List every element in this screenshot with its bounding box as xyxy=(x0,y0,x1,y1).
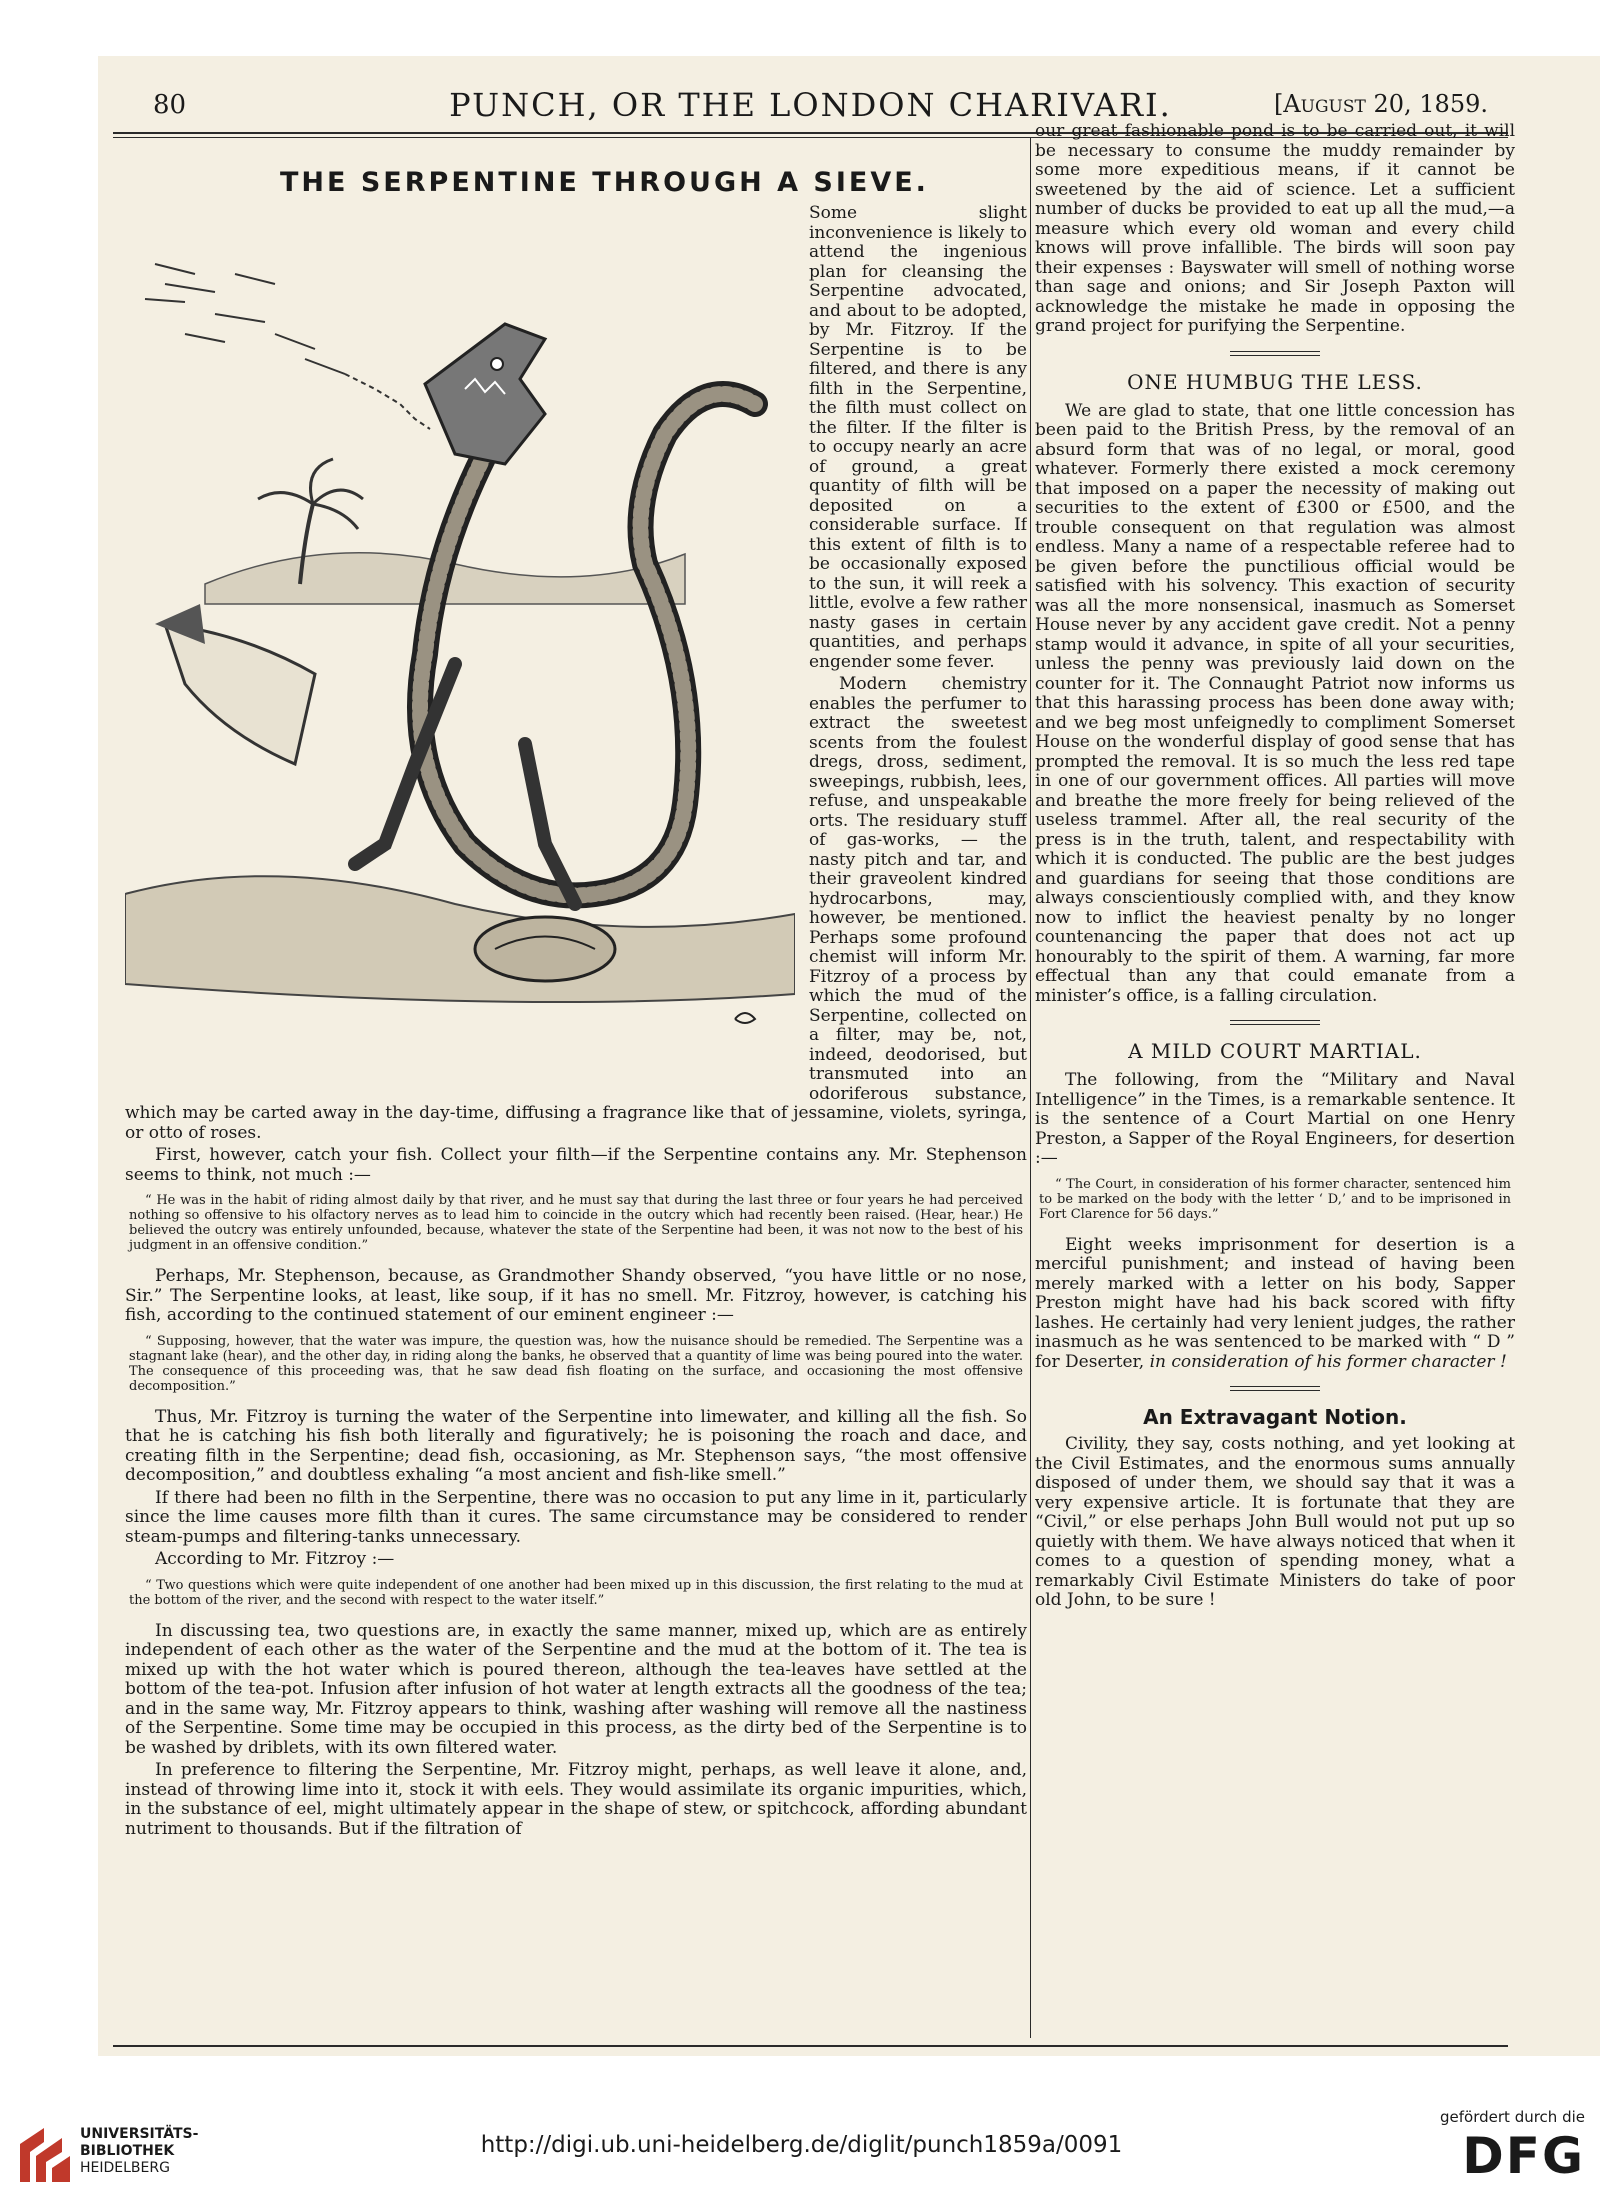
page-number: 80 xyxy=(153,90,187,120)
separator-rule xyxy=(1230,351,1320,356)
court-martial-text-2 xyxy=(1035,1236,1515,1373)
article-title-court-martial: A MILD COURT MARTIAL. xyxy=(1128,1039,1422,1063)
funded-by-label: gefördert durch die xyxy=(1440,2108,1585,2126)
humbug-text: We are glad to state, that one little concession has been paid to the British Press, by the removal of an absurd form that was of no legal, or moral, good whatever. Formerly there existed a mock ceremony that imposed on a paper the necessity of making out securities to the extent of £300 or £500, and the trouble consequent on that regulation was almost endless. Many a name of a respectable referee had to be given before the punctilious official would be satisfied with his solvency. This exaction of security was all the more nonsensical, inasmuch as Somerset House never by any accident gave credit. Not a penny stamp would it advance, in spite of all your securities, unless the penny was previously laid down on the counter for it. The Connaught Patriot now informs us that this harassing process has been done away with; and we beg most unfeignedly to compliment Somerset House on the wonderful display of good sense that has prompted the removal. It is so much the less red tape in one of our government offices. All parties will move and breathe the more freely for being relieved of the useless trammel. After all, the real security of the press is in the truth, talent, and respectability with which it is conducted. The public are the best judges and guardians for seeing that those conditions are always conscientiously complied with, and they know now to inflict the heaviest penalty by no longer countenancing the paper that does not act up honourably to the spirit of them. A warning, far more effectual than any that could emanate from a minister’s office, is a falling circulation. xyxy=(1035,400,1515,1006)
serpentine-text-if: If there had been no filth in the Serpentine, there was no occasion to put any lime in it, particularly since the lime causes more filth than it cures. The same circumstance may be considered to render steam-pumps and filtering-tanks unnecessary. xyxy=(125,1487,1027,1547)
column-divider xyxy=(1030,138,1031,2038)
issue-date: [August 20, 1859. xyxy=(1273,90,1488,118)
notion-text: Civility, they say, costs nothing, and yet looking at the Civil Estimates, and the enormous sums annually disposed of under them, we should say that it was a very expensive article. It is fortunate that they are “Civil,” or else perhaps John Bull would not put up so quietly with them. We have always noticed that when it comes to a question of spending money, what a remarkably Civil Estimate Ministers do take of poor old John, to be sure ! xyxy=(1035,1434,1515,1610)
permalink-url[interactable]: http://digi.ub.uni-heidelberg.de/diglit/punch1859a/0091 xyxy=(480,2132,1123,2158)
dfg-logo xyxy=(1415,2108,1585,2193)
dfg-wordmark: DFG xyxy=(1462,2127,1585,2185)
article-title-notion: An Extravagant Notion. xyxy=(1143,1405,1407,1429)
article-title-serpentine: THE SERPENTINE THROUGH A SIEVE. xyxy=(280,167,929,198)
article-title-humbug: ONE HUMBUG THE LESS. xyxy=(1127,369,1423,394)
fitzroy-quote: “ Two questions which were quite independent of one another had been mixed up in this discussion, the first relating to the mud at the bottom of the river, and the second with respect to the water itself.” xyxy=(129,1577,1023,1608)
serpentine-text-1: Some slight inconvenience is likely to attend the ingenious plan for cleansing the Serpentine advocated, and about to be adopted, by Mr. Fitzroy. If the Serpentine is to be filtered, and there is any filth in the Serpentine, the filth must collect on the filter. If the filter is to occupy nearly an acre of ground, a great quantity of filth will be deposited on a considerable surface. If this extent of filth is to be occasionally exposed to the sun, it will reek a little, evolve a few rather nasty gases in certain quantities, and perhaps engender some fever. xyxy=(809,203,1027,672)
serpentine-text-2: Modern chemistry enables the perfumer to extract the sweetest scents from the foulest dregs, dross, sediment, sweepings, rubbish, lees, refuse, and unspeakable orts. The residuary stuff of gas-works, — the nasty pitch and tar, and their graveolent kindred hydrocarbons, may, however, be mentioned. Perhaps some profound chemist will inform Mr. Fitzroy of a process by which the mud of the Serpentine, collected on a filter, may be, not, indeed, deodorised, but transmuted into an odoriferous substance, which may be carted away in the day-time, diffusing a fragrance like that of jessamine, violets, syringa, or otto of roses. xyxy=(125,674,1027,1143)
court-martial-italic: in consideration of his former character ! xyxy=(1149,1351,1507,1372)
left-column xyxy=(125,155,1027,2045)
separator-rule xyxy=(1230,1386,1320,1391)
serpentine-monster-illustration xyxy=(125,204,795,1084)
serpentine-text-preference: In preference to filtering the Serpentine, Mr. Fitzroy might, perhaps, as well leave it alone, and, instead of throwing lime into it, stock it with eels. They would assimilate its organic impurities, which, in the substance of eel, might ultimately appear in the shape of stew, or spitchcock, affording abundant nutriment to thousands. But if the filtration of xyxy=(125,1760,1027,1839)
library-name-line-2: BIBLIOTHEK xyxy=(80,2143,175,2159)
court-martial-quote: “ The Court, in consideration of his former character, sentenced him to be marked on the body with the letter ‘ D,’ and to be imprisoned in Fort Clarence for 56 days.” xyxy=(1039,1176,1511,1222)
stephenson-quote-1: “ He was in the habit of riding almost daily by that river, and he must say that during the last three or four years he had perceived nothing so offensive to his olfactory nerves as to lead him to coincide in the outcry which had recently been raised. (Hear, hear.) He believed the outcry was entirely unfounded, because, whatever the state of the Serpentine had been, it was not now to the best of his judgment in an offensive condition.” xyxy=(129,1193,1023,1253)
serpentine-text-according: According to Mr. Fitzroy :— xyxy=(155,1549,395,1569)
stephenson-quote-2: “ Supposing, however, that the water was impure, the question was, how the nuisance should be remedied. The Serpentine was a stagnant lake (hear), and the other day, in riding along the banks, he observed that a quantity of lime was being poured into the water. The consequence of this proceeding was, that he saw dead fish floating on the surface, and occasioning the most offensive decomposition.” xyxy=(129,1333,1023,1394)
serpentine-continuation: our great fashionable pond is to be carried out, it will be necessary to consume the muddy remainder by some more expeditious means, if it cannot be sweetened by the aid of science. Let a sufficient number of ducks be provided to eat up all the mud,—a measure which every old woman and every child knows will prove infallible. The birds will soon pay their expenses : Bayswater will smell of nothing worse than sage and onions; and Sir Joseph Paxton will acknowledge the mistake he made in opposing the grand project for purifying the Serpentine. xyxy=(1035,122,1515,336)
serpentine-text-first: First, however, catch your fish. Collect your filth—if the Serpentine contains any. Mr. Stephenson seems to think, not much :— xyxy=(125,1145,1027,1185)
separator-rule xyxy=(1230,1020,1320,1025)
masthead-title: PUNCH, OR THE LONDON CHARIVARI. xyxy=(449,86,1172,124)
right-column xyxy=(1035,122,1515,2047)
serpentine-text-thus: Thus, Mr. Fitzroy is turning the water of the Serpentine into limewater, and killing all the fish. So that he is catching his fish both literally and figuratively; he is poisoning the roach and dace, and creating filth in the Serpentine; dead fish, occasioning, as Mr. Stephenson says, “the most offensive decomposition,” and doubtless exhaling “a most ancient and fish-like smell.” xyxy=(125,1406,1027,1485)
court-martial-text-2-main: Eight weeks imprisonment for desertion is a merciful punishment; and instead of having been merely marked with a letter on his body, Sapper Preston might have had his back scored with fifty lashes. He certainly had very lenient judges, the rather inasmuch as he was sentenced to be marked with “ D ” for Deserter, xyxy=(1035,1234,1515,1372)
library-name-line-3: HEIDELBERG xyxy=(80,2160,170,2176)
footer-rule xyxy=(113,2045,1508,2047)
serpentine-text-discussing: In discussing tea, two questions are, in exactly the same manner, mixed up, which are as entirely independent of each other as the water of the Serpentine and the mud at the bottom of it. The tea is mixed up with the hot water which is poured thereon, although the tea-leaves have settled at the bottom of the tea-pot. Infusion after infusion of hot water at length extracts all the goodness of the tea; and in the same way, Mr. Fitzroy appears to think, washing after washing will remove all the nastiness of the Serpentine. Some time may be occupied in this process, as the dirty bed of the Serpentine is to be washed by driblets, with its own filtered water. xyxy=(125,1620,1027,1758)
court-martial-text: The following, from the “Military and Naval Intelligence” in the Times, is a remarkable sentence. It is the sentence of a Court Martial on one Henry Preston, a Sapper of the Royal Engineers, for desertion :— xyxy=(1035,1070,1515,1168)
serpentine-text-perhaps: Perhaps, Mr. Stephenson, because, as Grandmother Shandy observed, “you have little or no nose, Sir.” The Serpentine looks, at least, like soup, if it has no smell. Mr. Fitzroy, however, is catching his fish, according to the continued statement of our eminent engineer :— xyxy=(125,1266,1027,1325)
library-name-line-1: UNIVERSITÄTS- xyxy=(80,2126,199,2142)
